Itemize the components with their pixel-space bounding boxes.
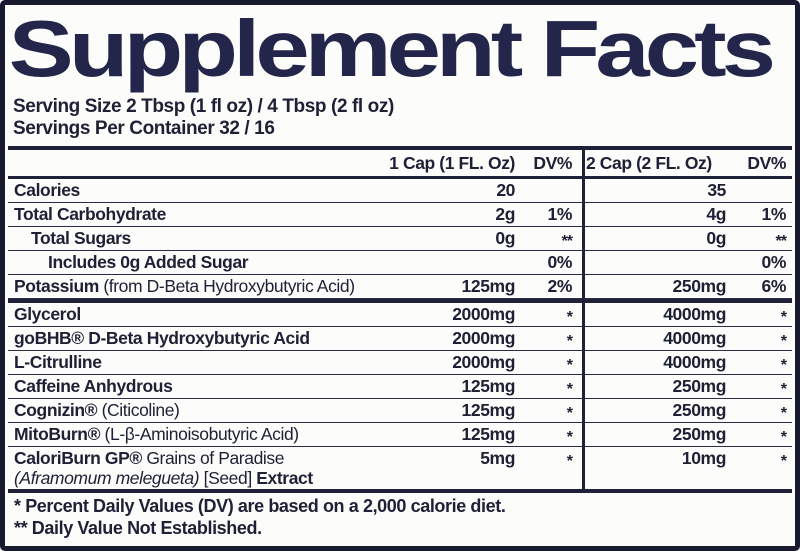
- dv-serving2: 6%: [761, 276, 786, 296]
- footnote-daily-values: * Percent Daily Values (DV) are based on a 2,000 calorie diet.: [14, 496, 506, 516]
- amount-serving2: 250mg: [672, 424, 726, 444]
- facts-table: [8, 146, 792, 493]
- amount-serving1: 125mg: [461, 424, 515, 444]
- amount-serving1: 0g: [495, 228, 515, 248]
- dv-serving2: *: [780, 404, 786, 422]
- ingredient-name: Calories: [14, 180, 80, 200]
- dv-serving1: 1%: [547, 204, 572, 224]
- table-row: [8, 251, 792, 275]
- dv-serving2: 0%: [761, 252, 786, 272]
- table-row: [8, 399, 792, 423]
- header-dv1-label: DV%: [533, 152, 572, 173]
- amount-serving2: 4g: [706, 204, 726, 224]
- table-row: [8, 303, 792, 327]
- dv-serving1: *: [566, 380, 572, 398]
- ingredient-name: L-Citrulline: [14, 352, 102, 372]
- header-dv2-label: DV%: [747, 152, 786, 173]
- serving-size-text: Serving Size 2 Tbsp (1 fl oz) / 4 Tbsp (2 fl oz): [13, 96, 394, 117]
- amount-serving1: 125mg: [461, 400, 515, 420]
- ingredient-name: Caffeine Anhydrous: [14, 376, 173, 396]
- amount-serving2: 250mg: [672, 276, 726, 296]
- dv-serving1: **: [561, 232, 572, 250]
- amount-serving1: 5mg: [480, 448, 515, 468]
- ingredient-name: MitoBurn® (L-β-Aminoisobutyric Acid): [14, 424, 299, 444]
- dv-serving2: 1%: [761, 204, 786, 224]
- amount-serving2: 0g: [706, 228, 726, 248]
- table-row: [8, 275, 792, 299]
- amount-serving1: 125mg: [461, 376, 515, 396]
- footnote-dv-not-established: ** Daily Value Not Established.: [14, 517, 262, 538]
- dv-serving2: *: [780, 428, 786, 446]
- amount-serving1: 2000mg: [452, 352, 515, 372]
- table-body: [8, 179, 792, 489]
- amount-serving2: 4000mg: [663, 352, 726, 372]
- dv-serving1: *: [566, 404, 572, 422]
- table-row: [8, 179, 792, 203]
- amount-serving1: 125mg: [461, 276, 515, 296]
- table-row: [8, 375, 792, 399]
- ingredient-name: goBHB® D-Beta Hydroxybutyric Acid: [14, 328, 310, 348]
- dv-serving2: *: [780, 453, 786, 470]
- table-header-row: [8, 150, 792, 179]
- ingredient-name: CaloriBurn GP® Grains of Paradise (Aframomum melegueta) [Seed] Extract: [14, 448, 313, 488]
- dv-serving1: *: [566, 428, 572, 446]
- amount-serving2: 4000mg: [663, 304, 726, 324]
- amount-serving2: 4000mg: [663, 328, 726, 348]
- amount-serving2: 250mg: [672, 400, 726, 420]
- dv-serving1: 2%: [547, 276, 572, 296]
- header-serving1-label: 1 Cap (1 FL. Oz): [389, 152, 515, 173]
- ingredient-name: Potassium (from D-Beta Hydroxybutyric Acid): [14, 276, 355, 296]
- table-row: [8, 203, 792, 227]
- dv-serving2: **: [775, 232, 786, 250]
- amount-serving1: 2000mg: [452, 328, 515, 348]
- amount-serving2: 35: [707, 180, 726, 200]
- table-row: [8, 351, 792, 375]
- dv-serving2: *: [780, 380, 786, 398]
- ingredient-name: Total Carbohydrate: [14, 204, 166, 224]
- header-serving2-label: 2 Cap (2 FL. Oz): [586, 152, 712, 173]
- dv-serving2: *: [780, 332, 786, 350]
- column-divider: [582, 150, 585, 489]
- dv-serving1: *: [566, 332, 572, 350]
- table-row: [8, 227, 792, 251]
- dv-serving1: *: [566, 453, 572, 470]
- servings-per-container-text: Servings Per Container 32 / 16: [13, 118, 275, 139]
- amount-serving1: 2000mg: [452, 304, 515, 324]
- dv-serving1: *: [566, 308, 572, 326]
- dv-serving1: *: [566, 356, 572, 374]
- table-row: [8, 447, 792, 489]
- dv-serving1: 0%: [547, 252, 572, 272]
- dv-serving2: *: [780, 356, 786, 374]
- amount-serving2: 10mg: [681, 448, 726, 468]
- table-row: [8, 423, 792, 447]
- dv-serving2: *: [780, 308, 786, 326]
- ingredient-name: Total Sugars: [31, 228, 131, 248]
- table-row: [8, 327, 792, 351]
- page-title: Supplement Facts: [8, 4, 772, 93]
- amount-serving2: 250mg: [672, 376, 726, 396]
- amount-serving1: 20: [496, 180, 515, 200]
- amount-serving1: 2g: [495, 204, 515, 224]
- footnotes: [14, 496, 795, 539]
- ingredient-name: Cognizin® (Citicoline): [14, 400, 180, 420]
- ingredient-name: Includes 0g Added Sugar: [48, 252, 249, 272]
- ingredient-name: Glycerol: [14, 304, 81, 324]
